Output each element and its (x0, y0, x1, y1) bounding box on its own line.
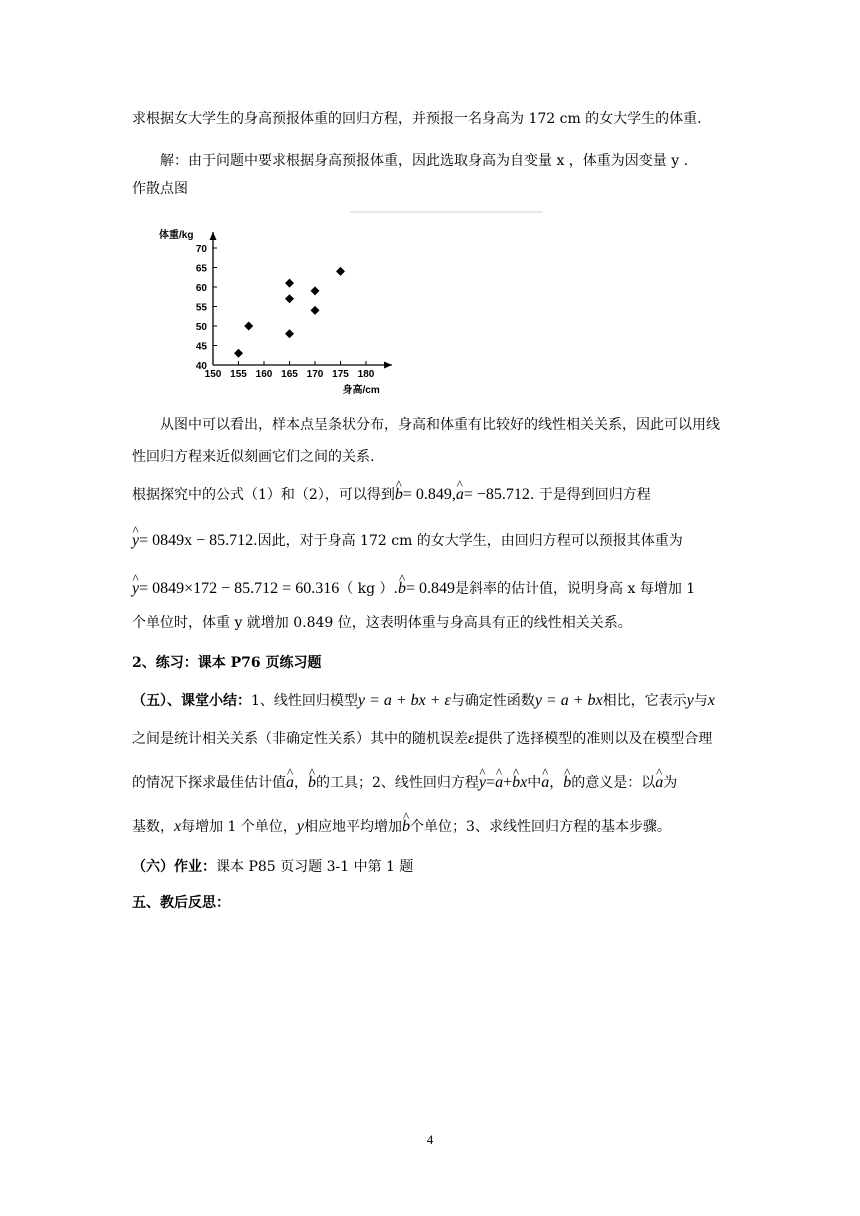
scatter-caption: 作散点图 (132, 181, 188, 197)
y-hat: ^ y (132, 530, 139, 552)
summary-line-4: 基数，x每增加 1 个单位，y相应地平均增加^ b个单位；3、求线性回归方程的基本步骤。 (132, 816, 671, 838)
x-axis-title: 身高/cm (342, 385, 380, 396)
coefficient-line: 根据探究中的公式（1）和（2），可以得到^ b= 0.849,^ a= −85.712. 于是得到回归方程 (132, 484, 651, 506)
data-point (285, 279, 294, 288)
exercise-heading: 2、练习：课本 P76 页练习题 (132, 655, 322, 671)
x-tick-label: 175 (332, 369, 349, 380)
summary-heading: （五）、课堂小结： (132, 693, 251, 709)
b-hat: ^ b (398, 578, 406, 600)
x-tick-label: 170 (306, 369, 324, 380)
data-point (311, 286, 320, 295)
y-tick-label: 55 (195, 302, 207, 314)
data-point (336, 267, 345, 276)
chart-labels (159, 228, 380, 396)
y-hat: ^ y (132, 578, 139, 600)
summary-line-3: 的情况下探求最佳估计值^ a，^ b的工具；2、线性回归方程^ y=^ a+^ bx中^ a，^ b的意义是：以^ a为 (132, 772, 677, 794)
y-tick-label: 70 (195, 244, 207, 255)
chart-axes (210, 232, 393, 369)
data-point (285, 329, 294, 338)
data-point (311, 306, 320, 315)
b-hat: ^ b (395, 484, 403, 506)
solution-intro: 解：由于问题中要求根据身高预报体重，因此选取身高为自变量 x ，体重为因变量 y . (160, 153, 689, 169)
y-tick-label: 60 (195, 283, 207, 294)
chart-points (234, 267, 345, 358)
data-point (234, 349, 243, 358)
data-point (285, 294, 294, 303)
problem-statement: 求根据女大学生的身高预报体重的回归方程，并预报一名身高为 172 cm 的女大学生的体重. (132, 111, 702, 127)
x-tick-label: 165 (281, 369, 298, 380)
summary-line-2: 之间是统计相关关系（非确定性关系）其中的随机误差ε提供了选择模型的准则以及在模型合理 (132, 730, 713, 747)
x-tick-label: 155 (230, 369, 247, 380)
y-tick-label: 45 (195, 341, 207, 353)
prediction-line: ^ y= 0849×172 − 85.712 = 60.316（ kg ）.^ b= 0.849是斜率的估计值，说明身高 x 每增加 1 (132, 578, 695, 600)
x-axis-arrow (384, 362, 392, 369)
analysis-line-1: 从图中可以看出，样本点呈条状分布，身高和体重有比较好的线性相关关系，因此可以用线 (160, 417, 720, 433)
regression-equation-line: ^ y= 0849x − 85.712.因此，对于身高 172 cm 的女大学生，由回归方程可以预报其体重为 (132, 530, 683, 552)
x-tick-label: 150 (204, 369, 222, 380)
homework-heading: （六）作业： (132, 859, 216, 875)
data-point (244, 322, 253, 331)
y-axis-arrow (210, 232, 217, 240)
analysis-line-2: 性回归方程来近似刻画它们之间的关系. (132, 449, 375, 465)
a-hat: ^ a (456, 484, 464, 506)
interpretation-line: 个单位时，体重 y 就增加 0.849 位，这表明体重与身高具有正的线性相关关系。 (132, 615, 632, 631)
homework-line: （六）作业：课本 P85 页习题 3-1 中第 1 题 (132, 859, 414, 875)
x-tick-label: 180 (357, 369, 375, 380)
x-tick-label: 160 (255, 369, 273, 380)
y-tick-label: 65 (195, 263, 207, 275)
scatter-plot (155, 208, 555, 403)
reflection-heading: 五、教后反思： (132, 895, 230, 911)
y-tick-label: 50 (195, 322, 207, 333)
page-number: 4 (426, 1132, 434, 1147)
summary-line-1: （五）、课堂小结：1、线性回归模型y = a + bx + ε与确定性函数y = a + bx相比，它表示y与x (132, 692, 715, 709)
y-tick-label: 40 (195, 361, 207, 372)
y-axis-title: 体重/kg (159, 230, 194, 241)
